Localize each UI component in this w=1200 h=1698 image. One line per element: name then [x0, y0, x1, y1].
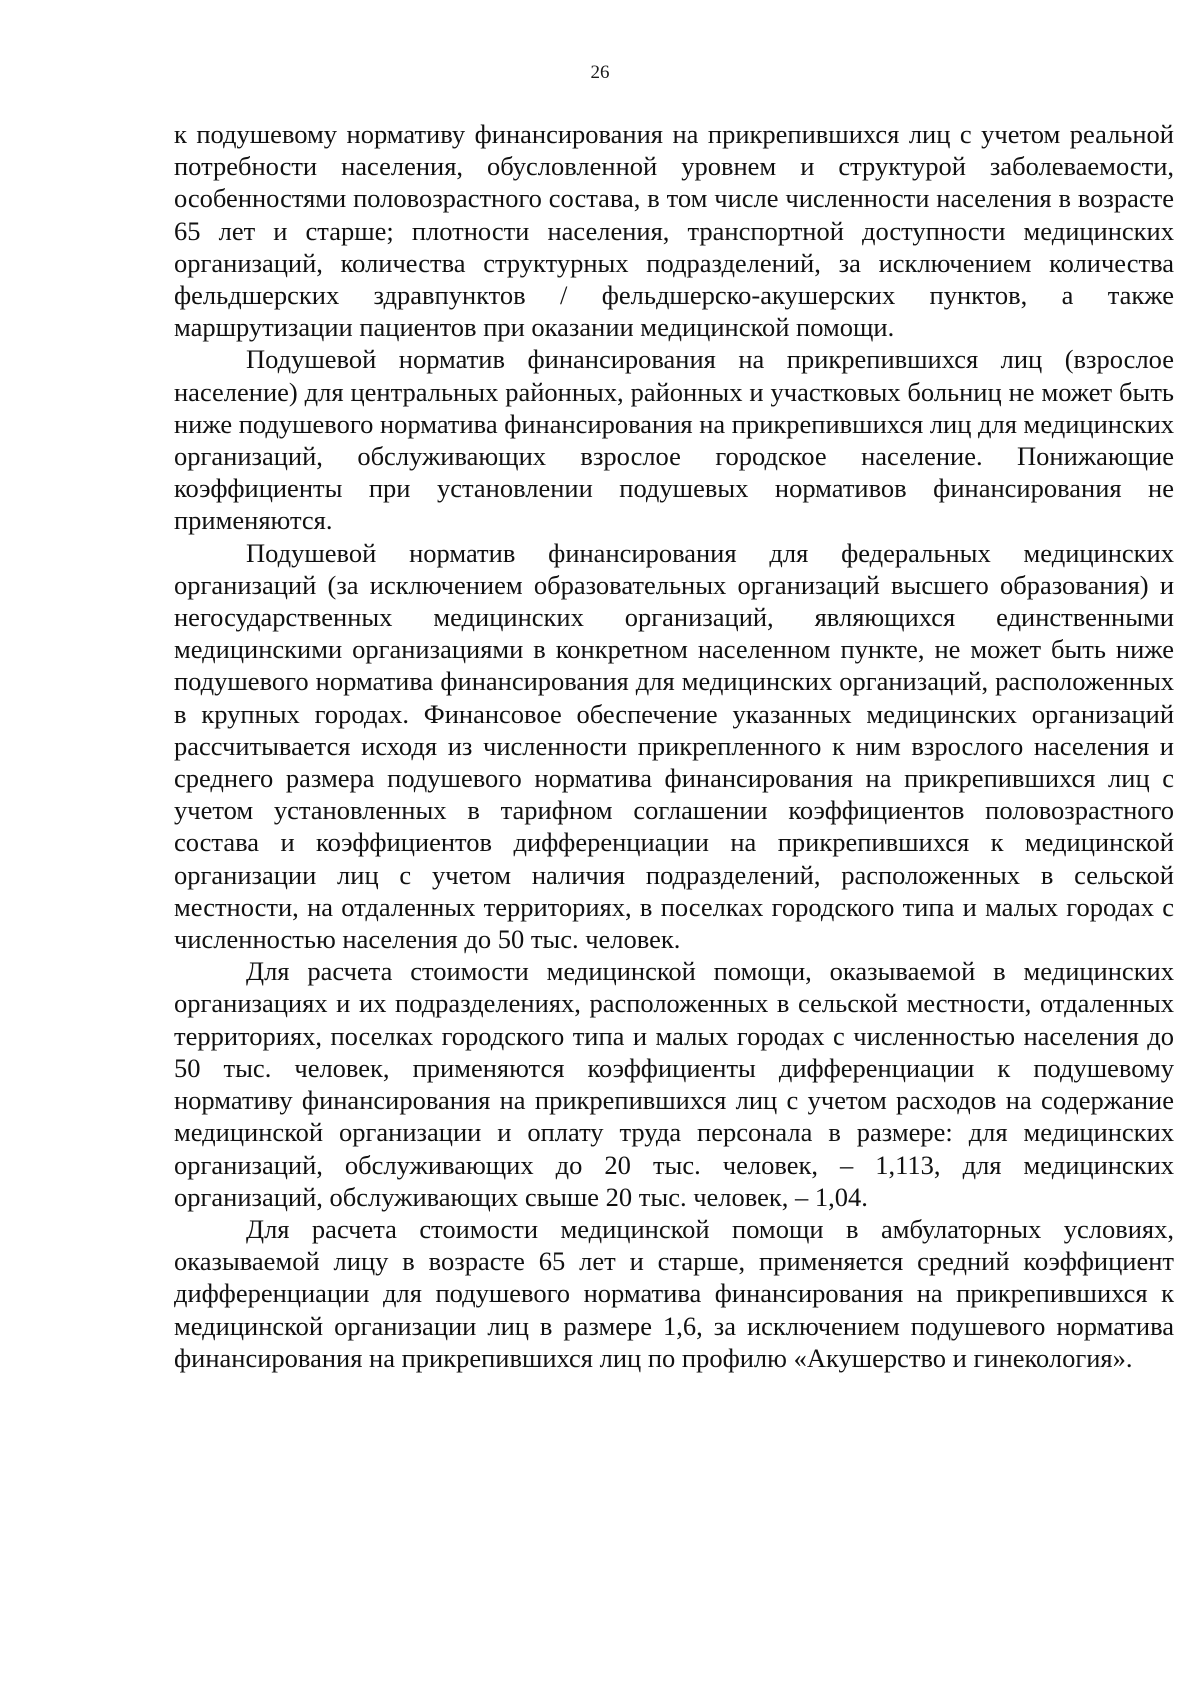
- paragraph: Для расчета стоимости медицинской помощи в амбулаторных условиях, оказываемой лицу в возрасте 65 лет и старше, применяется средний коэффициент дифференциации для подушевого норматива финансирования на прикрепившихся к медицинской организации лиц в размере 1,6, за исключением подушевого норматива финансирования на прикрепившихся лиц по профилю «Акушерство и гинекология».: [174, 1213, 1174, 1373]
- paragraph-continuation: к подушевому нормативу финансирования на прикрепившихся лиц с учетом реальной потребности населения, обусловленной уровнем и структурой заболеваемости, особенностями половозрастного состава, в том числе численности населения в возрасте 65 лет и старше; плотности населения, транспортной доступности медицинских организаций, количества структурных подразделений, за исключением количества фельдшерских здравпунктов / фельдшерско-акушерских пунктов, а также маршрутизации пациентов при оказании медицинской помощи.: [174, 119, 1174, 343]
- paragraph: Для расчета стоимости медицинской помощи, оказываемой в медицинских организациях и их подразделениях, расположенных в сельской местности, отдаленных территориях, поселках городского типа и малых городах с численностью населения до 50 тыс. человек, применяются коэффициенты дифференциации к подушевому нормативу финансирования на прикрепившихся лиц с учетом расходов на содержание медицинской организации и оплату труда персонала в размере: для медицинских организаций, обслуживающих до 20 тыс. человек, – 1,113, для медицинских организаций, обслуживающих свыше 20 тыс. человек, – 1,04.: [174, 956, 1174, 1212]
- paragraph: Подушевой норматив финансирования на прикрепившихся лиц (взрослое население) для центральных районных, районных и участковых больниц не может быть ниже подушевого норматива финансирования на прикрепившихся лиц для медицинских организаций, обслуживающих взрослое городское население. Понижающие коэффициенты при установлении подушевых нормативов финансирования не применяются.: [174, 344, 1175, 536]
- document-body: [174, 118, 1174, 1374]
- page-number: 26: [590, 62, 610, 83]
- paragraph: Подушевой норматив финансирования для федеральных медицинских организаций (за исключением образовательных организаций высшего образования) и негосударственных медицинских организаций, являющихся единственными медицинскими организациями в конкретном населенном пункте, не может быть ниже подушевого норматива финансирования для медицинских организаций, расположенных в крупных городах. Финансовое обеспечение указанных медицинских организаций рассчитывается исходя из численности прикрепленного к ним взрослого населения и среднего размера подушевого норматива финансирования на прикрепившихся лиц с учетом установленных в тарифном соглашении коэффициентов половозрастного состава и коэффициентов дифференциации на прикрепившихся к медицинской организации лиц с учетом наличия подразделений, расположенных в сельской местности, на отдаленных территориях, в поселках городского типа и малых городах с численностью населения до 50 тыс. человек.: [174, 537, 1174, 955]
